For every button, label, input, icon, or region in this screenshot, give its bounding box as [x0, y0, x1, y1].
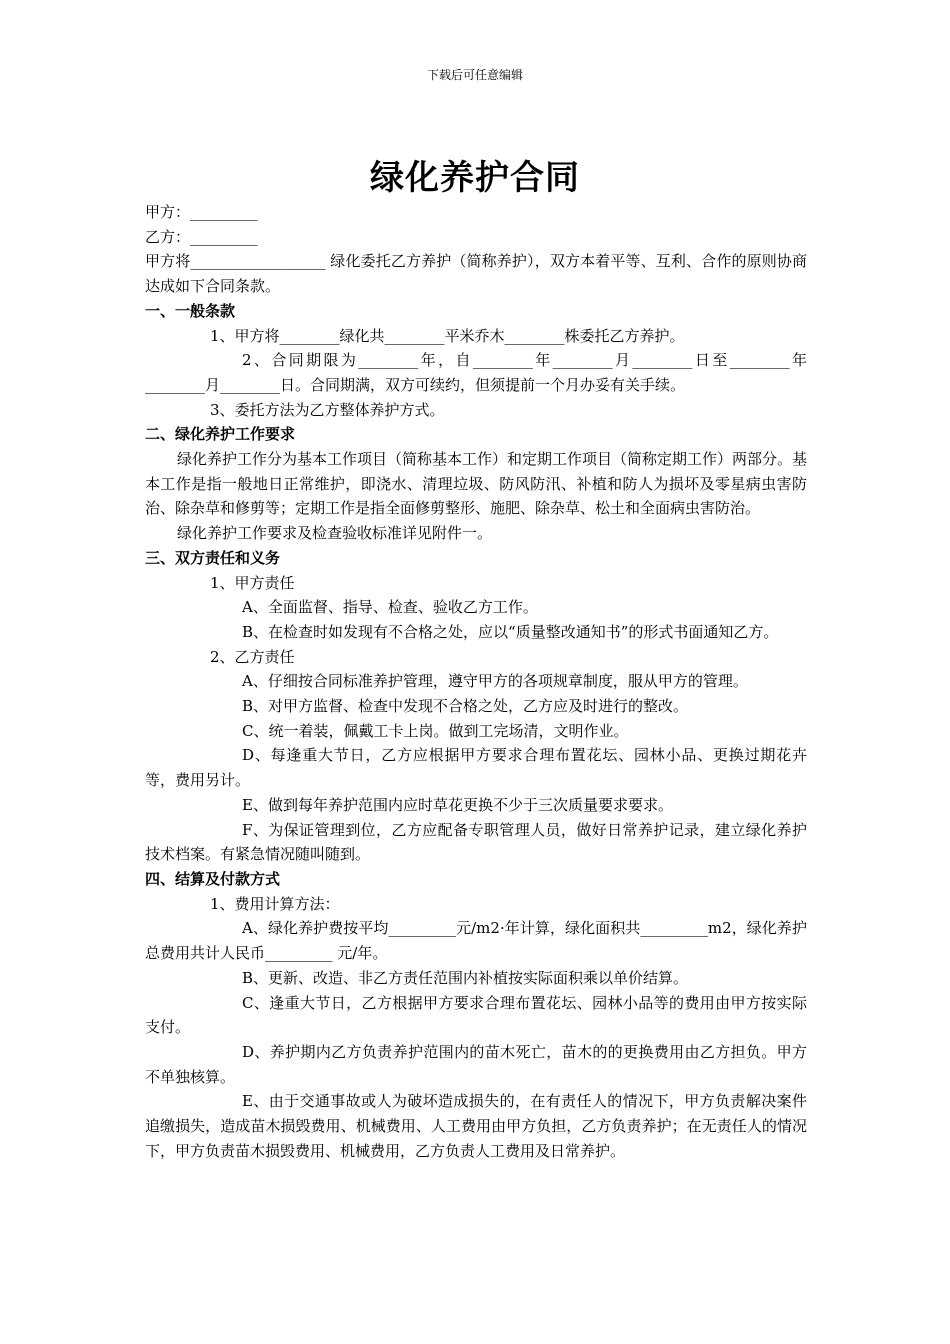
contract-paragraph: 3、委托方法为乙方整体养护方式。 [210, 400, 445, 419]
contract-paragraph: 绿化养护工作要求及检查验收标准详见附件一。 [177, 524, 493, 543]
contract-paragraph: A、仔细按合同标准养护管理，遵守甲方的各项规章制度，服从甲方的管理。 [242, 672, 748, 691]
contract-body [145, 200, 807, 1163]
contract-paragraph: 2、乙方责任 [210, 647, 295, 666]
contract-paragraph: 1、甲方责任 [210, 573, 295, 592]
contract-paragraph: A、全面监督、指导、检查、验收乙方工作。 [242, 598, 538, 617]
contract-paragraph: A、绿化养护费按平均_________元/m2·年计算，绿化面积共_________m2，绿化养护总费用共计人民币_________ 元/年。 [145, 919, 807, 963]
section-heading: 一、一般条款 [145, 301, 236, 320]
contract-paragraph: F、为保证管理到位，乙方应配备专职管理人员，做好日常养护记录，建立绿化养护技术档案。有紧急情况随叫随到。 [145, 820, 807, 864]
contract-paragraph: 2、合同期限为________年，自________年________月________日至________年________月________日。合同期满，双方可续约，但须提前一个月办妥有关手续。 [145, 351, 807, 394]
contract-paragraph: B、对甲方监督、检查中发现不合格之处，乙方应及时进行的整改。 [242, 697, 689, 716]
contract-paragraph: E、做到每年养护范围内应时草花更换不少于三次质量要求要求。 [242, 795, 673, 814]
contract-paragraph: 1、甲方将________绿化共________平米乔木________株委托乙方养护。 [210, 326, 685, 345]
contract-paragraph: 绿化养护工作分为基本工作项目（简称基本工作）和定期工作项目（简称定期工作）两部分。基本工作是指一般地日正常维护，即浇水、清理垃圾、防风防汛、补植和防人为损坏及零星病虫害防治、除杂草和修剪等；定期工作是指全面修剪整形、施肥、除杂草、松土和全面病虫害防治。 [145, 450, 808, 518]
section-heading: 三、双方责任和义务 [145, 548, 281, 567]
page-header-note: 下载后可任意编辑 [426, 68, 523, 82]
contract-paragraph: D、养护期内乙方负责养护范围内的苗木死亡，苗木的的更换费用由乙方担负。甲方不单独核算。 [145, 1042, 807, 1086]
contract-paragraph: 甲方将__________________ 绿化委托乙方养护（简称养护），双方本着平等、互利、合作的原则协商达成如下合同条款。 [145, 252, 807, 296]
contract-paragraph: 甲方：_________ [145, 203, 258, 221]
contract-paragraph: E、由于交通事故或人为破坏造成损失的，在有责任人的情况下，甲方负责解决案件追缴损失，造成苗木损毁费用、机械费用、人工费用由甲方负担，乙方负责养护；在无责任人的情况下，甲方负责苗木损毁费用、机械费用，乙方负责人工费用及日常养护。 [145, 1092, 807, 1160]
document-title: 绿化养护合同 [370, 158, 580, 198]
section-heading: 二、绿化养护工作要求 [145, 425, 296, 444]
contract-paragraph: 乙方：_________ [145, 227, 258, 246]
contract-paragraph: C、统一着装，佩戴工卡上岗。做到工完场清，文明作业。 [242, 721, 629, 740]
contract-paragraph: D、每逢重大节日，乙方应根据甲方要求合理布置花坛、园林小品、更换过期花卉等，费用另计。 [145, 746, 807, 790]
contract-paragraph: 1、费用计算方法： [210, 894, 340, 913]
contract-paragraph: B、在检查时如发现有不合格之处，应以“质量整改通知书”的形式书面通知乙方。 [242, 622, 779, 641]
section-heading: 四、结算及付款方式 [145, 869, 281, 888]
contract-paragraph: B、更新、改造、非乙方责任范围内补植按实际面积乘以单价结算。 [242, 968, 689, 987]
contract-paragraph: C、逢重大节日，乙方根据甲方要求合理布置花坛、园林小品等的费用由甲方按实际支付。 [145, 993, 807, 1037]
